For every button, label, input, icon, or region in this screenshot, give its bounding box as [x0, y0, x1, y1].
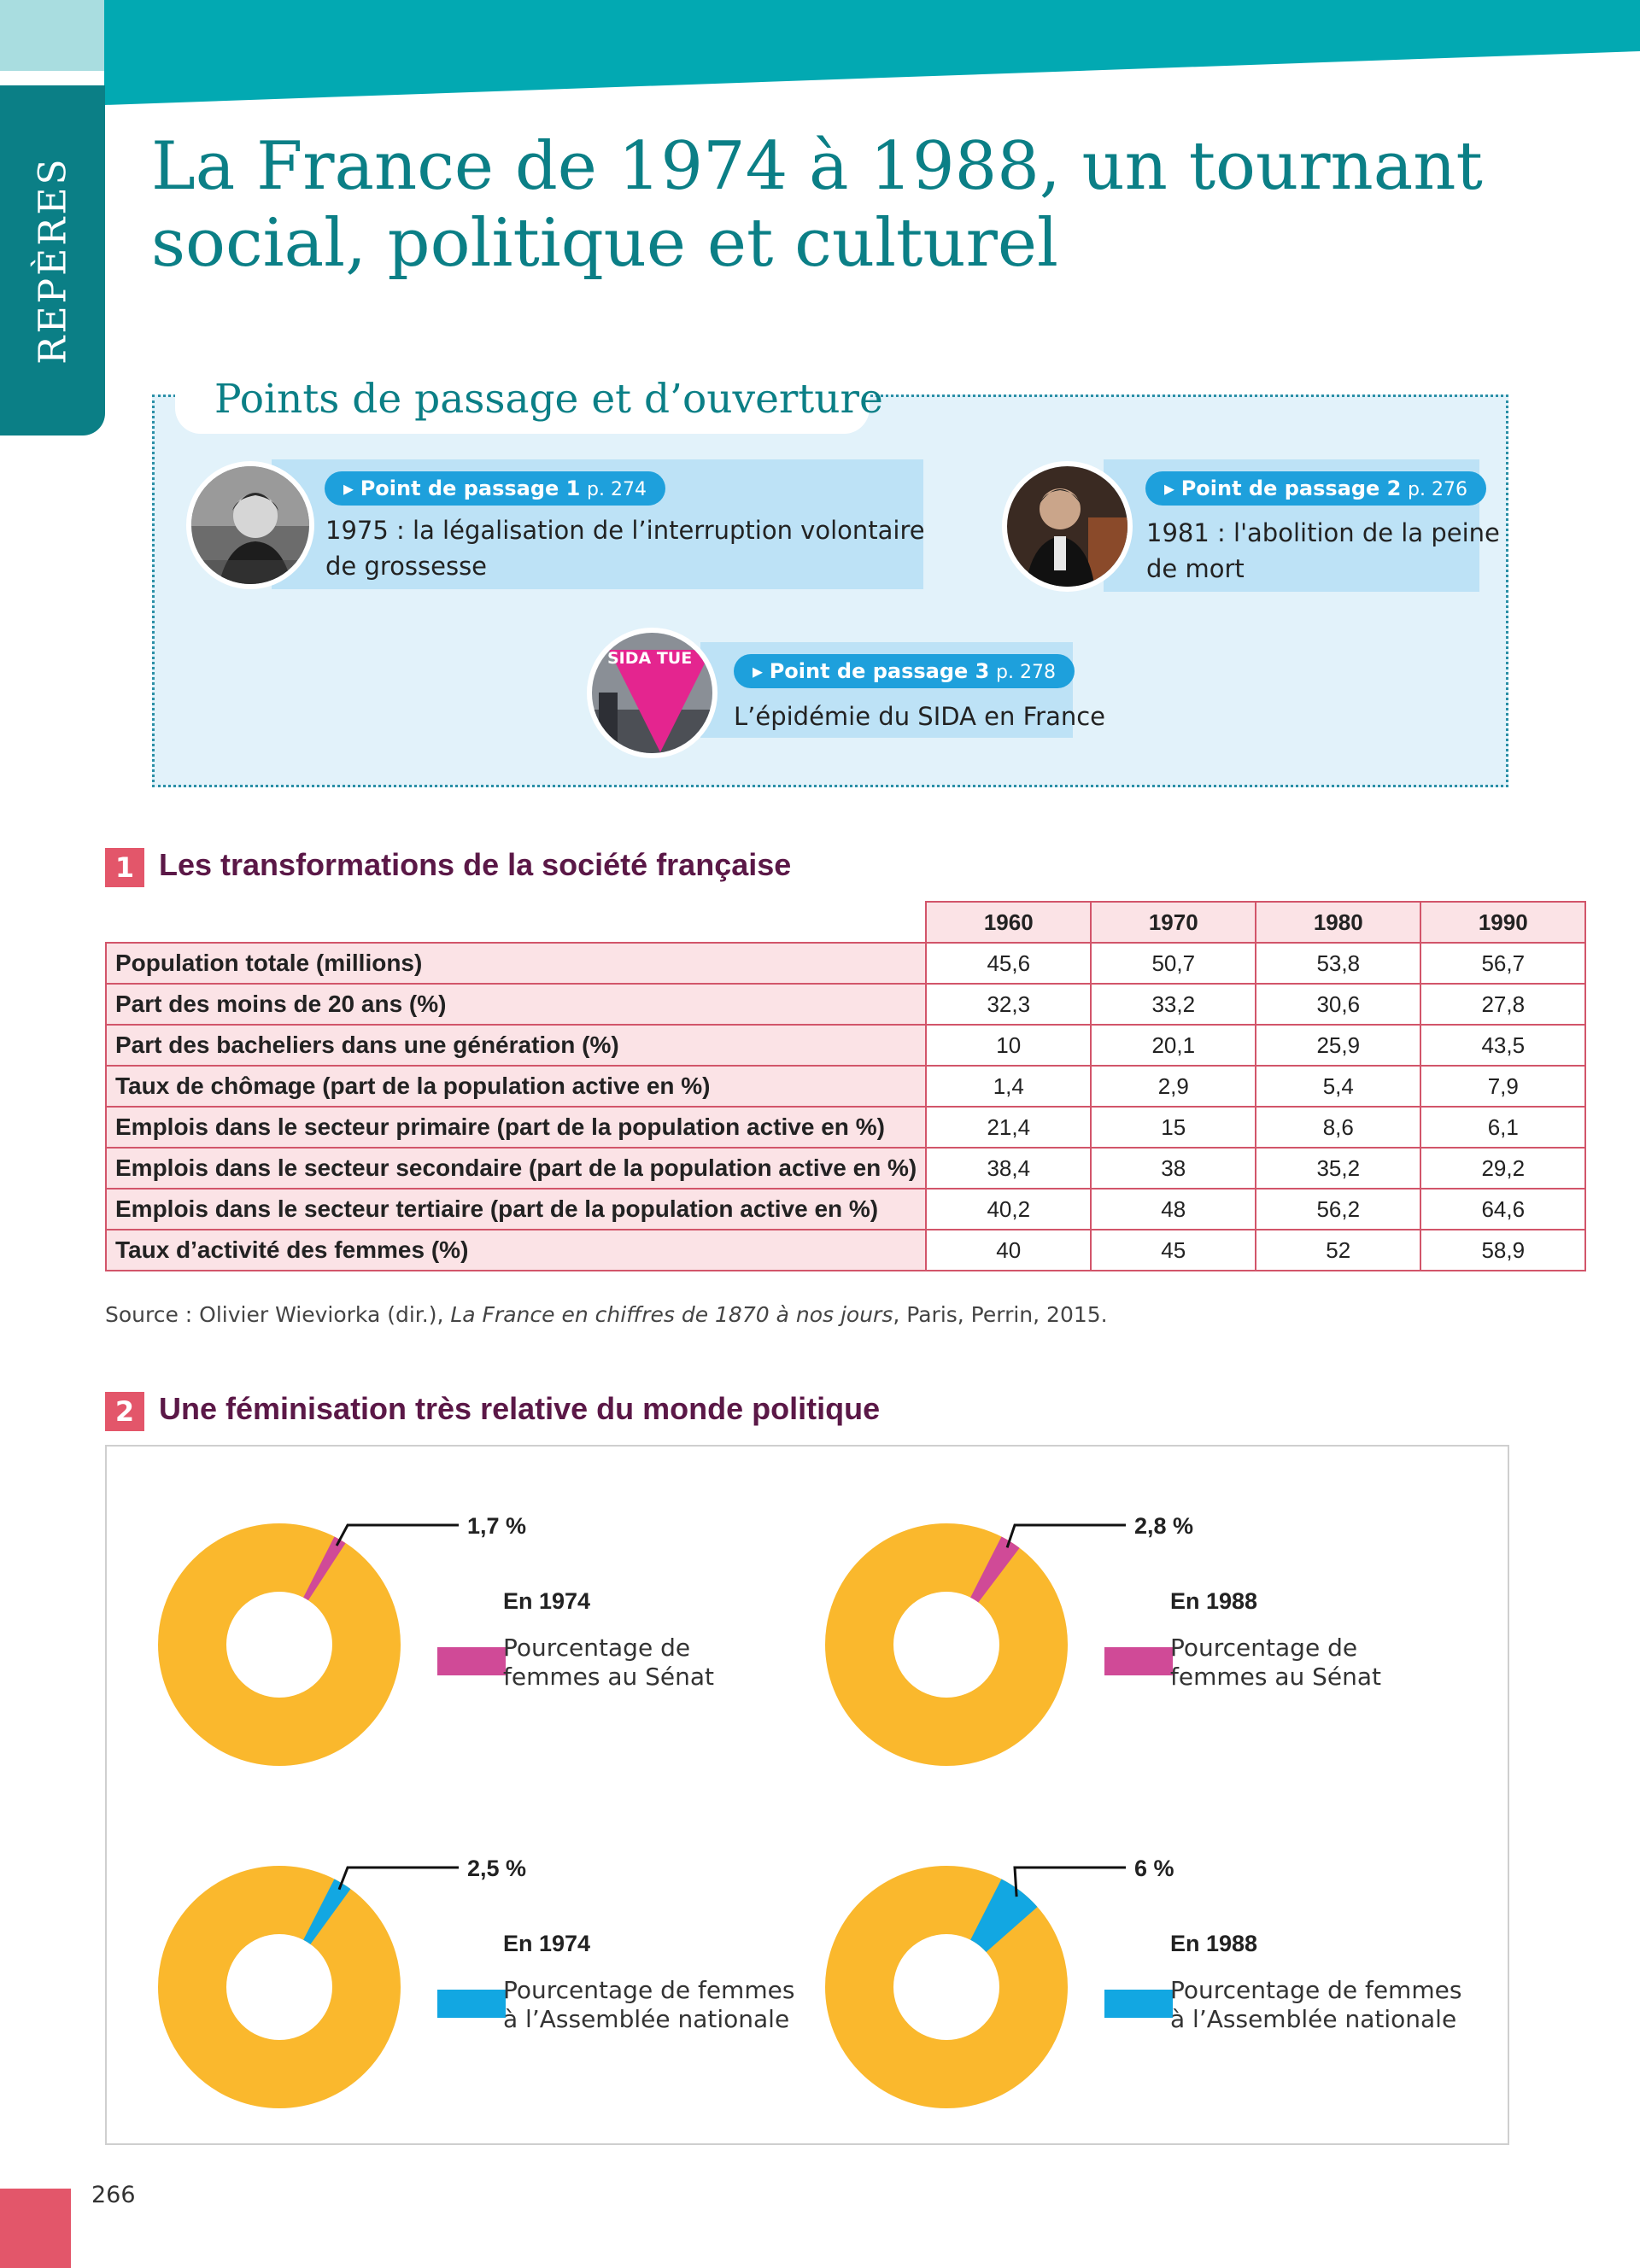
points-de-passage-title: Points de passage et d’ouverture	[214, 376, 883, 423]
cell-value: 45	[1091, 1230, 1256, 1271]
cell-value: 53,8	[1256, 943, 1420, 984]
passage-1-photo	[186, 461, 314, 589]
source-prefix: Source : Olivier Wieviorka (dir.),	[105, 1302, 451, 1327]
cell-value: 30,6	[1256, 984, 1420, 1025]
cell-value: 25,9	[1256, 1025, 1420, 1066]
cell-value: 56,2	[1256, 1189, 1420, 1230]
section-side-tab	[0, 85, 105, 435]
cell-value: 15	[1091, 1107, 1256, 1148]
chart-title: En 1974	[503, 1931, 591, 1956]
table-row	[106, 1107, 1585, 1148]
chart-title: En 1988	[1170, 1588, 1258, 1614]
cell-value: 5,4	[1256, 1066, 1420, 1107]
legend-label: à l’Assemblée nationale	[503, 2005, 790, 2033]
row-label: Taux d’activité des femmes (%)	[106, 1230, 926, 1271]
cell-value: 6,1	[1420, 1107, 1585, 1148]
table-row	[106, 1230, 1585, 1271]
row-label: Emplois dans le secteur primaire (part de la population active en %)	[106, 1107, 926, 1148]
table-header-year: 1960	[926, 902, 1091, 943]
passage-2-page: p. 276	[1408, 479, 1467, 500]
chart-title: En 1988	[1170, 1931, 1258, 1956]
cell-value: 45,6	[926, 943, 1091, 984]
cell-value: 7,9	[1420, 1066, 1585, 1107]
passage-1-page: p. 274	[587, 479, 647, 500]
value-label: 6 %	[1134, 1856, 1174, 1881]
passage-3-text	[734, 699, 1105, 734]
passage-2-photo	[1002, 461, 1133, 592]
donut-base	[859, 1558, 1034, 1732]
cell-value: 2,9	[1091, 1066, 1256, 1107]
passage-1-text-line1: 1975 : la légalisation de l’interruption volontaire	[325, 516, 925, 545]
value-label: 1,7 %	[467, 1513, 527, 1539]
section-1-number: 1	[105, 848, 144, 887]
points-de-passage-heading	[175, 365, 883, 434]
source-suffix: , Paris, Perrin, 2015.	[893, 1302, 1108, 1327]
legend-swatch	[1104, 1990, 1173, 2018]
cell-value: 35,2	[1256, 1148, 1420, 1189]
table-row	[106, 1189, 1585, 1230]
cell-value: 48	[1091, 1189, 1256, 1230]
cell-value: 50,7	[1091, 943, 1256, 984]
passage-1-badge[interactable]: ▸ Point de passage 1 p. 274	[325, 471, 665, 506]
table-row	[106, 943, 1585, 984]
page-title	[151, 128, 1518, 282]
table-row	[106, 1066, 1585, 1107]
passage-3-text-line1: L’épidémie du SIDA en France	[734, 702, 1106, 731]
cell-value: 38,4	[926, 1148, 1091, 1189]
page-corner-accent	[0, 2189, 71, 2268]
chart-title: En 1974	[503, 1588, 591, 1614]
leader-line	[337, 1525, 459, 1546]
cell-value: 29,2	[1420, 1148, 1585, 1189]
passage-3-badge-label: Point de passage 3	[769, 659, 990, 683]
cell-value: 52	[1256, 1230, 1420, 1271]
leader-line	[1007, 1525, 1126, 1547]
cell-value: 1,4	[926, 1066, 1091, 1107]
passage-2-text-line2: de mort	[1146, 554, 1245, 583]
source-title: La France en chiffres de 1870 à nos jours	[450, 1302, 893, 1327]
cell-value: 20,1	[1091, 1025, 1256, 1066]
cell-value: 64,6	[1420, 1189, 1585, 1230]
table-row	[106, 1025, 1585, 1066]
donut-charts-panel	[105, 1445, 1509, 2145]
value-label: 2,8 %	[1134, 1513, 1194, 1539]
section-1-title: Les transformations de la société française	[159, 847, 792, 882]
cell-value: 21,4	[926, 1107, 1091, 1148]
cell-value: 27,8	[1420, 984, 1585, 1025]
passage-2-badge-label: Point de passage 2	[1180, 476, 1402, 500]
legend-swatch	[437, 1990, 506, 2018]
cell-value: 56,7	[1420, 943, 1585, 984]
cell-value: 58,9	[1420, 1230, 1585, 1271]
table-header-year: 1980	[1256, 902, 1420, 943]
leader-line	[1015, 1868, 1126, 1897]
value-label: 2,5 %	[467, 1856, 527, 1881]
passage-2-badge[interactable]: ▸ Point de passage 2 p. 276	[1145, 471, 1486, 506]
donut-base	[192, 1558, 366, 1732]
page-title-line2: social, politique et culturel	[151, 205, 1058, 282]
passage-1-badge-label: Point de passage 1	[360, 476, 581, 500]
legend-swatch	[437, 1647, 506, 1675]
cell-value: 32,3	[926, 984, 1091, 1025]
legend-label: femmes au Sénat	[503, 1663, 715, 1691]
society-statistics-table	[105, 901, 1586, 1271]
cell-value: 8,6	[1256, 1107, 1420, 1148]
header-band	[0, 0, 1640, 107]
donut-base	[192, 1900, 366, 2074]
passage-3-page: p. 278	[996, 662, 1056, 683]
table-row	[106, 984, 1585, 1025]
cell-value: 40,2	[926, 1189, 1091, 1230]
table-header-year: 1970	[1091, 902, 1256, 943]
legend-label: Pourcentage de femmes	[503, 1976, 795, 2004]
legend-label: Pourcentage de femmes	[1170, 1976, 1462, 2004]
cell-value: 40	[926, 1230, 1091, 1271]
passage-3-sign-text: SIDA TUE	[607, 649, 693, 668]
donut-charts	[107, 1447, 1511, 2147]
leader-line	[339, 1868, 459, 1890]
cell-value: 38	[1091, 1148, 1256, 1189]
table-row	[106, 1148, 1585, 1189]
passage-3-photo	[587, 628, 718, 758]
page-number: 266	[91, 2182, 136, 2208]
passage-1-text	[325, 512, 925, 584]
cell-value: 10	[926, 1025, 1091, 1066]
row-label: Emplois dans le secteur secondaire (part de la population active en %)	[106, 1148, 926, 1189]
legend-label: Pourcentage de	[1170, 1634, 1358, 1662]
table-header-blank	[106, 902, 926, 943]
legend-label: femmes au Sénat	[1170, 1663, 1382, 1691]
row-label: Part des moins de 20 ans (%)	[106, 984, 926, 1025]
row-label: Part des bacheliers dans une génération (%)	[106, 1025, 926, 1066]
passage-3-badge[interactable]: ▸ Point de passage 3 p. 278	[734, 654, 1075, 688]
passage-2-text-line1: 1981 : l'abolition de la peine	[1146, 518, 1500, 547]
row-label: Emplois dans le secteur tertiaire (part de la population active en %)	[106, 1189, 926, 1230]
row-label: Population totale (millions)	[106, 943, 926, 984]
legend-swatch	[1104, 1647, 1173, 1675]
cell-value: 43,5	[1420, 1025, 1585, 1066]
section-2-title: Une féminisation très relative du monde politique	[159, 1391, 881, 1426]
row-label: Taux de chômage (part de la population active en %)	[106, 1066, 926, 1107]
cell-value: 33,2	[1091, 984, 1256, 1025]
table-header-year: 1990	[1420, 902, 1585, 943]
table-header-row	[106, 902, 1585, 943]
page-title-line1: La France de 1974 à 1988, un tournant	[151, 128, 1483, 205]
passage-2-text	[1146, 515, 1500, 587]
section-2-number: 2	[105, 1392, 144, 1431]
table-source	[105, 1302, 1108, 1327]
passage-1-text-line2: de grossesse	[325, 552, 488, 581]
side-tab-label: REPÈRES	[31, 156, 75, 365]
legend-label: à l’Assemblée nationale	[1170, 2005, 1457, 2033]
legend-label: Pourcentage de	[503, 1634, 691, 1662]
